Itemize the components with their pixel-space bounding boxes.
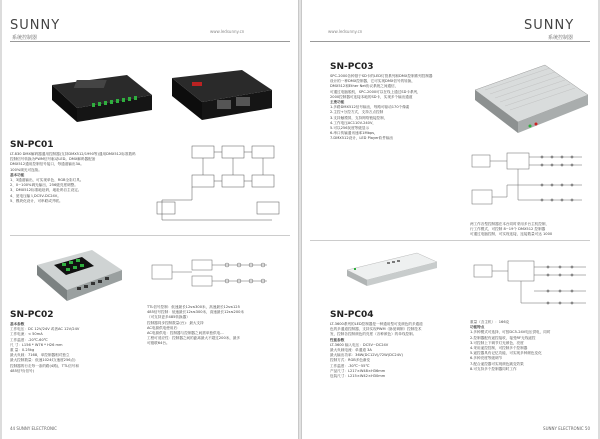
pc03-line: DMX512和Ether Net协议系统之间通信， (330, 84, 399, 89)
pc02-note-line: 485信号控制：低速最长12s≤300米，高速最长12s≤200米 (147, 310, 244, 315)
pc04-wiring-diagram (470, 245, 590, 315)
pc03-line: 5.可以256灰度等级显示 (330, 126, 370, 131)
pc03-line: 1.多路DMX512信号输出，每路可驱动170个像素 (330, 105, 410, 110)
pc03-note-line: 行工作模式，可控制 8~19个 DMX512 控制器 (470, 227, 546, 232)
pc02-note-line: 可级联64台。 (147, 341, 170, 346)
pc04-line: 控制方式：RGB多色渐变 (330, 358, 371, 363)
pc04-diagram-drawing (470, 245, 590, 315)
pc03-line: 2.主控+分控方式，支持万点控制 (330, 110, 384, 115)
pc02-spec-line: 重 量：0.25kg (10, 348, 35, 353)
pc04-line: 包装尺寸：L215×W42×H30mm (330, 374, 386, 379)
pc03-photo (470, 60, 590, 140)
pc03-wiring-diagram (467, 145, 590, 220)
pc02-note-line: 工程可适应性：控制器之间的距离最大不超过200米，最多 (147, 336, 241, 341)
pc01-diagram-drawing (152, 140, 290, 228)
pc03-line: 3.支持触摸屏，支持网络链接控制， (330, 115, 388, 120)
right-page-footer: SUNNY ELECTRONIC 50 (543, 426, 590, 431)
pc01-line: 控制信号转换为PWM信号驱动LED。DMX解码器配备 (10, 157, 96, 162)
left-page-footer: 44 SUNNY ELECTRONIC (10, 426, 57, 431)
pc04-feature-line: 功能特点 (470, 325, 485, 330)
pc01-title: SN-PC01 (10, 140, 54, 150)
pc04-line: LT-3600 输入电压：DC5V~DC24V (330, 342, 389, 347)
pc03-notes (470, 222, 590, 238)
pc03-line: 设计的一种DMX控制器，它可实现DMX信号的转换， (330, 79, 415, 84)
brand-logo: SUNNY (10, 18, 61, 33)
pc03-line: 7.DMX512设计，LED Player软件输出 (330, 136, 394, 141)
section-divider (10, 235, 290, 236)
pc04-feature-line: 重量（含主机）：166克 (470, 320, 510, 324)
pc03-line: 2000控制器可连接本地的SD卡，实现多个输出通道 (330, 94, 413, 99)
pc02-spec-line: 基本参数 (10, 322, 25, 326)
pc04-feature-line: 1.多种模式可选择，可按DC5-24V电压供电，同时 (470, 330, 551, 335)
pc03-note-line: 可通过电脑控制，可实现连接，连接数量可达 1000 (470, 232, 553, 237)
pc02-title: SN-PC02 (10, 310, 54, 320)
pc02-spec-line: 工作电流：< 50mA (10, 332, 43, 337)
pc01-description (10, 152, 140, 204)
pc02-photo (32, 245, 127, 305)
pc03-device-image (470, 60, 590, 140)
pc04-line: LT-3600系列的LED控制器是一种通用型可变颜色的多通道 (330, 322, 423, 326)
pc01-line: 3、DMX512标准地址码，地址码自主设定。 (10, 188, 82, 193)
pc04-device-image (342, 248, 442, 288)
pc02-spec-line: 尺 寸：L156 * W76 * H26 mm (10, 342, 63, 347)
pc02-device-image (32, 245, 127, 305)
pc04-feature-line: 4.采用遥控控制，可控制多个控制器 (470, 346, 528, 351)
header-divider (10, 41, 290, 42)
pc03-line: 主要功能 (330, 100, 345, 105)
pc02-notes (147, 305, 290, 347)
pc04-line: 性能参数 (330, 337, 345, 342)
pc02-specs (10, 322, 128, 374)
pc01-device-image (32, 60, 282, 130)
pc01-line: 1、3通道输出，可实现单色、RGB全彩灯具。 (10, 178, 84, 183)
pc04-feature-line: 8.可支持多个控制器同时工作 (470, 366, 517, 371)
pc04-line: 最大输出功率：36W(DC12V)/72W(DC24V) (330, 353, 403, 358)
pc04-photo (342, 248, 442, 288)
pc03-title: SN-PC03 (330, 62, 374, 72)
pc04-line: 产品尺寸：L217×W48×H36mm (330, 368, 386, 373)
pc01-line: DMX512通用控制信号接口，每通道输出3A。 (10, 162, 84, 167)
pc04-feature-line: 2.控制器配有遥控接收，接受RF无线遥控 (470, 335, 536, 340)
pc01-line: 2、0~100%调光输出，256级亮度调整。 (10, 183, 78, 188)
pc02-diagram-drawing (147, 250, 290, 300)
pc01-line: 5、模块化设计，可串联或并联。 (10, 198, 63, 203)
pc04-line: 工作温度：-30℃~55℃ (330, 363, 370, 368)
pc02-note-line: （可支持更多485转换器） (147, 315, 190, 320)
pc03-note-line: 两工作各型控制器在本台同时采用多台主机控制， (470, 222, 550, 226)
pc04-feature-line: 3.可控制上下调节灯光颜色，亮度 (470, 340, 524, 345)
pc01-line: LT-830 DMX解码器通用控制器(支持DMX512/1990等)通用DMX512标准数码 (10, 152, 136, 156)
right-page (302, 0, 598, 439)
brand-subtitle: 系统控制器 (12, 35, 38, 41)
pc02-spec-line: 控制器的行走每一条的路(4路)，TTL信号和 (10, 363, 79, 368)
pc04-features (470, 320, 590, 372)
pc01-line: 100%调光可连续。 (10, 167, 42, 172)
header-divider (310, 41, 590, 42)
pc03-line: SPC-2000各种基于SD卡的LED灯管系列和DMX控制系列控制器 (330, 74, 433, 78)
pc02-note-line: AC电源供电：控制器与控制器之间需单独供电... (147, 331, 224, 336)
pc01-line: 4、宽电压输入DC5V-DC24V。 (10, 193, 61, 198)
pc03-line: 6.串口传输通讯速率1Mbps， (330, 131, 378, 136)
pc03-line: 可通过电脑脱机，SPC-2000可以在线上通过SD卡系列， (330, 89, 421, 94)
pc04-feature-line: 6.多种亮度等级调节 (470, 356, 503, 361)
pc02-spec-line: 工作温度：-20℃-60℃ (10, 337, 48, 342)
pc02-spec-line: 最大负载：7168，单控制器相对独立 (10, 353, 70, 358)
pc02-spec-line: 最大控制数量：低速1024灯(速度256点) (10, 358, 76, 363)
pc04-line: 发，控制各控制颜色的亮度（各种颜色）的单线控制。 (330, 332, 417, 337)
pc02-wiring-diagram (147, 250, 290, 300)
brand-subtitle: 系统控制器 (548, 35, 574, 41)
brand-url: www.ledsunny.cn (328, 29, 363, 34)
pc02-spec-line: 485信号(信号) (10, 368, 35, 373)
pc04-feature-line: 5.遥控器具有记忆功能，可实现多种颜色变化 (470, 351, 542, 356)
left-page (2, 0, 298, 439)
pc04-description (330, 322, 465, 379)
pc03-diagram-drawing (467, 145, 590, 220)
pc01-line: 基本功能 (10, 172, 25, 177)
brand-url: www.ledsunny.cn (210, 29, 245, 34)
pc04-feature-line: 7.配合遥控器可实现颜色跳变效果 (470, 361, 524, 366)
section-divider (310, 240, 590, 241)
pc04-line: 色的多通道控制器，支持实现PWM（脉宽调制）控制技术 (330, 327, 422, 332)
pc02-note-line: 控制器同步控制数量(台)：最大支持 (147, 320, 204, 325)
pc02-note-line: AC电源供电使用后： (147, 325, 181, 330)
pc01-wiring-diagram (152, 140, 290, 228)
pc02-spec-line: 工作电压：DC 12V/24V 或者AC 12V/24V (10, 327, 80, 332)
pc02-note-line: TTL信号控制：低速最长12s≤300米，高速最长12s≤125 (147, 305, 240, 309)
pc01-photo (32, 60, 282, 130)
brand-logo: SUNNY (524, 18, 575, 33)
pc03-line: 4.工作电压AC110V-240V， (330, 120, 377, 125)
pc04-title: SN-PC04 (330, 310, 374, 320)
pc03-description (330, 74, 465, 142)
pc04-line: 最大负载电流：单通道 3A (330, 348, 372, 353)
